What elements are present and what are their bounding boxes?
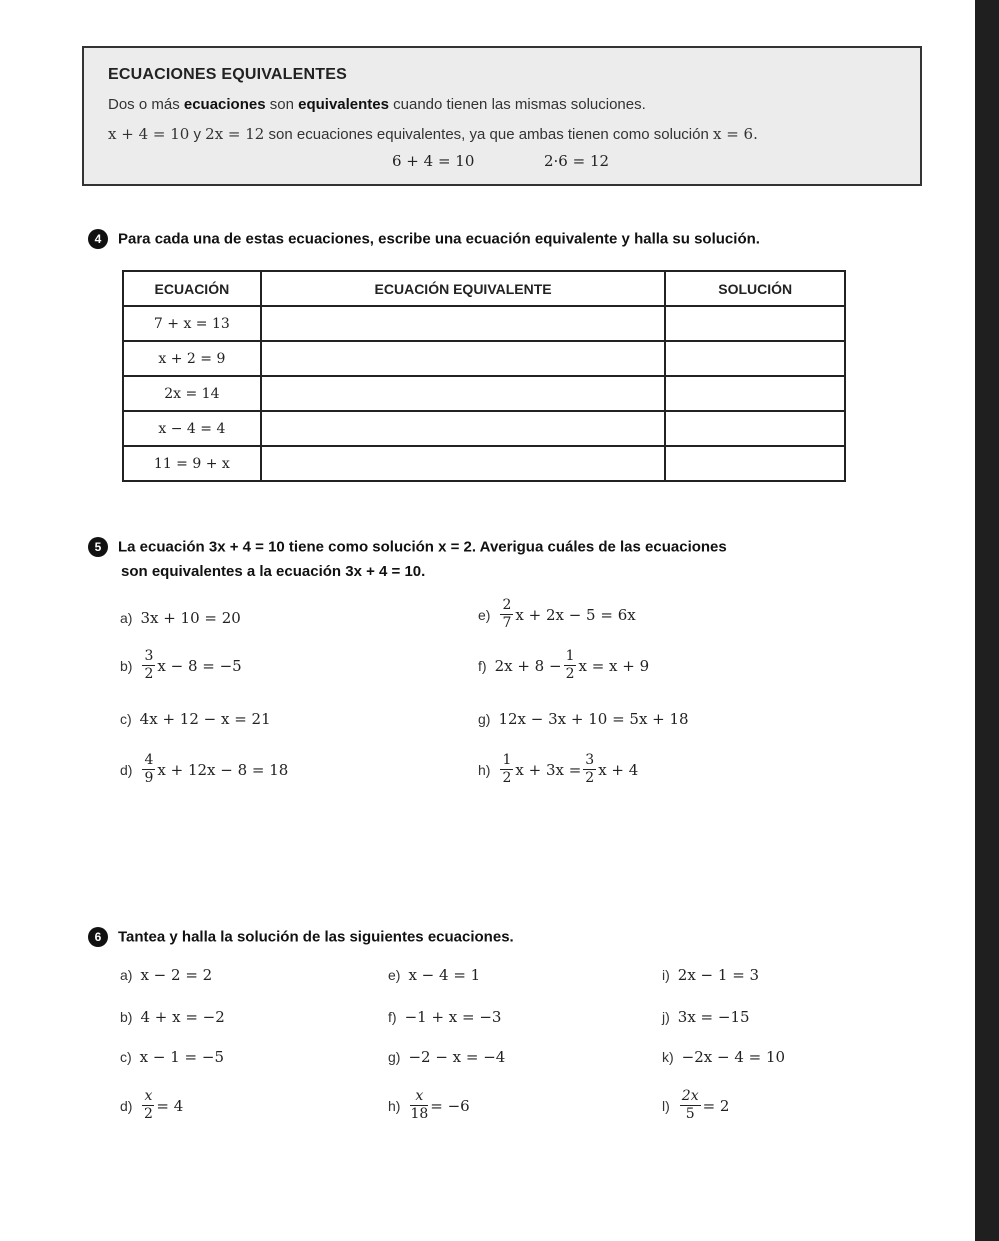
item-expression: x + 12x − 8 = 18 (157, 760, 289, 779)
solution-cell[interactable] (665, 341, 845, 376)
item-label: e) (478, 606, 491, 623)
table-row (123, 446, 845, 481)
item-label: k) (662, 1049, 674, 1066)
question-number-4: 4 (88, 229, 108, 249)
q5-item-a (120, 609, 241, 627)
equation-cell: x − 4 = 4 (123, 411, 261, 446)
table-row (123, 306, 845, 341)
q6-item-i (662, 966, 759, 984)
equivalent-cell[interactable] (261, 341, 666, 376)
item-label: h) (388, 1097, 401, 1114)
question-4 (88, 229, 760, 249)
denominator: 2 (144, 666, 154, 682)
item-expression: x − 4 = 1 (408, 966, 481, 985)
example-text: son ecuaciones equivalentes, ya que ambas tienen como solución (264, 126, 713, 143)
scrollbar-region (975, 0, 999, 1241)
item-expression: x − 1 = −5 (139, 1048, 224, 1067)
q5-item-g (478, 710, 689, 728)
item-expression: −2x − 4 = 10 (681, 1048, 786, 1067)
item-label: f) (478, 657, 487, 674)
fraction (142, 648, 155, 683)
denominator: 9 (144, 770, 154, 786)
question-4-text: Para cada una de estas ecuaciones, escribe una ecuación equivalente y halla su solución. (118, 230, 760, 248)
q5-item-e (478, 597, 636, 632)
item-expression: 3x = −15 (677, 1008, 750, 1027)
fraction (583, 752, 596, 787)
item-label: d) (120, 1097, 133, 1114)
table-header-row (123, 271, 845, 306)
item-label: c) (120, 711, 132, 728)
solution-cell[interactable] (665, 376, 845, 411)
example-equation-2: 2x = 12 (205, 125, 265, 143)
example-solution: x = 6. (712, 125, 758, 143)
example-and: y (189, 126, 206, 143)
header-ecuacion: ECUACIÓN (123, 271, 261, 306)
item-expression: x = x + 9 (578, 656, 650, 675)
q5-item-f (478, 648, 649, 683)
numerator: 4 (144, 752, 154, 768)
solution-cell[interactable] (665, 411, 845, 446)
item-expression: 12x − 3x + 10 = 5x + 18 (498, 710, 689, 729)
check-equation-2: 2·6 = 12 (544, 152, 610, 170)
item-expression: −1 + x = −3 (404, 1008, 502, 1027)
item-label: i) (662, 967, 670, 984)
q6-item-g (388, 1048, 505, 1066)
item-expression: x − 8 = −5 (157, 656, 242, 675)
item-label: c) (120, 1049, 132, 1066)
item-expression: 4x + 12 − x = 21 (139, 710, 271, 729)
item-expression-middle: x + 3x = (515, 760, 582, 779)
item-label: e) (388, 967, 401, 984)
item-expression-prefix: 2x + 8 − (494, 656, 562, 675)
table-row (123, 411, 845, 446)
item-label: g) (388, 1049, 401, 1066)
equivalent-cell[interactable] (261, 376, 666, 411)
numerator: 3 (585, 752, 595, 768)
item-expression: 4 + x = −2 (140, 1008, 225, 1027)
item-expression: = 4 (156, 1096, 184, 1115)
definition-bold-equivalentes: equivalentes (298, 96, 389, 113)
numerator: 2x (681, 1088, 699, 1104)
q6-item-d (120, 1088, 183, 1123)
numerator: 3 (144, 648, 154, 664)
numerator: x (144, 1088, 153, 1104)
q6-item-h (388, 1088, 470, 1123)
question-6-text: Tantea y halla la solución de las siguientes ecuaciones. (118, 928, 514, 946)
example-equation-1: x + 4 = 10 (108, 125, 190, 143)
denominator: 2 (502, 770, 512, 786)
denominator: 5 (685, 1106, 695, 1122)
box-title: ECUACIONES EQUIVALENTES (108, 66, 347, 83)
solution-cell[interactable] (665, 446, 845, 481)
denominator: 2 (585, 770, 595, 786)
item-label: d) (120, 761, 133, 778)
equations-table (122, 270, 846, 482)
q6-item-a (120, 966, 212, 984)
fraction (564, 648, 577, 683)
fraction (500, 597, 513, 632)
equation-cell: 7 + x = 13 (123, 306, 261, 341)
equivalent-cell[interactable] (261, 446, 666, 481)
denominator: 2 (565, 666, 575, 682)
numerator: 1 (565, 648, 575, 664)
solution-cell[interactable] (665, 306, 845, 341)
question-number-6: 6 (88, 927, 108, 947)
fraction (500, 752, 513, 787)
item-expression: = −6 (430, 1096, 470, 1115)
q6-item-e (388, 966, 480, 984)
item-label: f) (388, 1009, 397, 1026)
q6-item-c (120, 1048, 224, 1066)
fraction (142, 752, 155, 787)
item-label: a) (120, 967, 133, 984)
q5-item-b (120, 648, 242, 683)
q5-item-c (120, 710, 271, 728)
definition-text-1: Dos o más (108, 96, 184, 113)
table-row (123, 376, 845, 411)
definition-box (82, 46, 922, 186)
item-expression: 2x − 1 = 3 (677, 966, 760, 985)
check-equation-1: 6 + 4 = 10 (392, 152, 475, 170)
item-label: b) (120, 1009, 133, 1026)
numerator: 1 (502, 752, 512, 768)
definition-line (108, 96, 646, 113)
item-label: b) (120, 657, 133, 674)
item-expression: x + 4 (598, 760, 639, 779)
definition-text-2: son (265, 96, 299, 113)
fraction (680, 1088, 701, 1123)
item-expression: = 2 (702, 1096, 730, 1115)
question-number-5: 5 (88, 537, 108, 557)
fraction (142, 1088, 154, 1123)
item-expression: x − 2 = 2 (140, 966, 213, 985)
question-6 (88, 927, 514, 947)
denominator: 18 (410, 1106, 429, 1122)
numerator: 2 (502, 597, 512, 613)
item-label: g) (478, 711, 491, 728)
q5-item-d (120, 752, 288, 787)
item-expression: x + 2x − 5 = 6x (515, 605, 636, 624)
header-solucion: SOLUCIÓN (665, 271, 845, 306)
denominator: 2 (143, 1106, 153, 1122)
q6-item-b (120, 1008, 225, 1026)
question-5 (88, 537, 727, 557)
example-line (108, 125, 758, 143)
equation-cell: 2x = 14 (123, 376, 261, 411)
question-5-line-1: La ecuación 3x + 4 = 10 tiene como solución x = 2. Averigua cuáles de las ecuaciones (118, 538, 727, 556)
item-label: h) (478, 761, 491, 778)
question-5-line-2: son equivalentes a la ecuación 3x + 4 = 10. (121, 563, 426, 580)
q6-item-k (662, 1048, 785, 1066)
item-label: l) (662, 1097, 670, 1114)
equation-cell: x + 2 = 9 (123, 341, 261, 376)
q6-item-f (388, 1008, 501, 1026)
definition-text-3: cuando tienen las mismas soluciones. (388, 96, 646, 113)
equation-cell: 11 = 9 + x (123, 446, 261, 481)
q6-item-l (662, 1088, 729, 1123)
definition-bold-ecuaciones: ecuaciones (183, 96, 266, 113)
q5-item-h (478, 752, 638, 787)
q6-item-j (662, 1008, 750, 1026)
numerator: x (410, 1088, 428, 1106)
denominator: 7 (502, 615, 512, 631)
item-expression: 3x + 10 = 20 (140, 609, 241, 628)
table-row (123, 341, 845, 376)
item-expression: −2 − x = −4 (408, 1048, 506, 1067)
equivalent-cell[interactable] (261, 306, 666, 341)
fraction (410, 1088, 428, 1123)
item-label: j) (662, 1009, 670, 1026)
equivalent-cell[interactable] (261, 411, 666, 446)
item-label: a) (120, 610, 133, 627)
header-ecuacion-equivalente: ECUACIÓN EQUIVALENTE (261, 271, 666, 306)
